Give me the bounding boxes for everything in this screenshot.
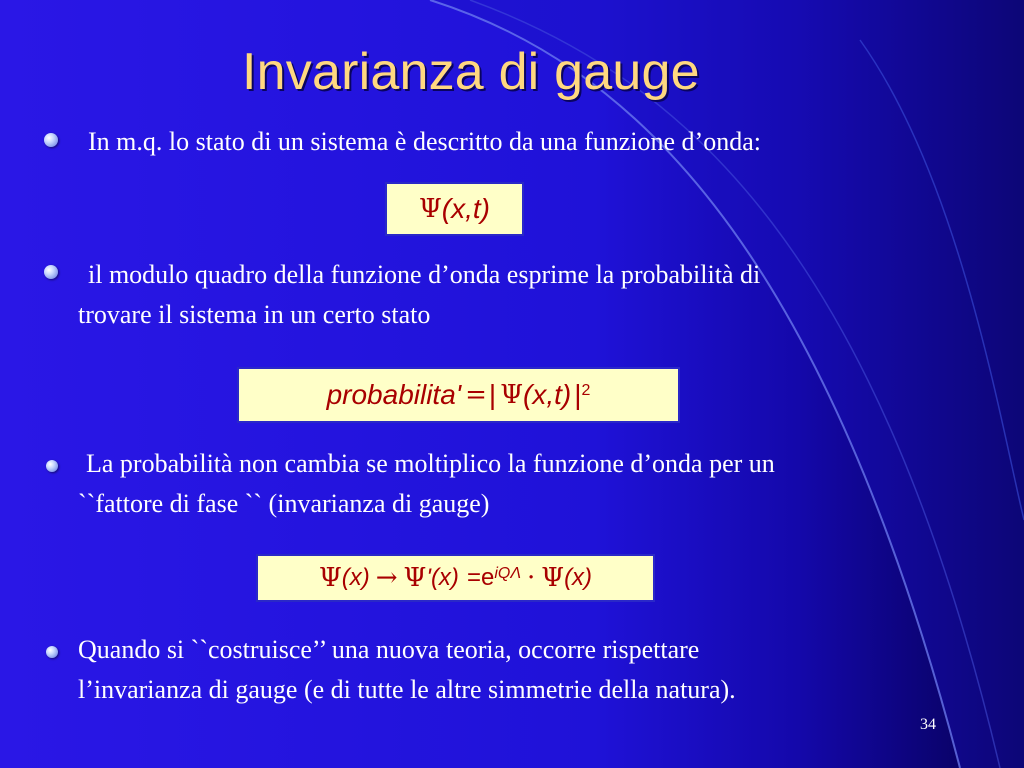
page-number: 34 [920,716,936,733]
bullet-icon [46,460,58,472]
bullet-4-line2: l’invarianza di gauge (e di tutte le altre simmetrie della natura). [78,675,736,704]
formula-gauge-transformation: Ψ (x) → Ψ '(x) =e $^{iQ\Lambda}$ · Ψ (x) [256,554,655,602]
bullet-2-line1: il modulo quadro della funzione d’onda esprime la probabilità di [88,260,761,289]
bullet-icon [46,646,58,658]
bullet-4-line1: Quando si ``costruisce’’ una nuova teoria, occorre rispettare [78,635,700,664]
formula-probability: probabilita' = | Ψ (x,t) | $^2$ [237,367,680,423]
formula-wavefunction: Ψ (x,t) [385,182,524,236]
bullet-2-line2: trovare il sistema in un certo stato [78,300,431,329]
bullet-3-line1: La probabilità non cambia se moltiplico la funzione d’onda per un [86,449,775,478]
slide-title: Invarianza di gauge [242,43,700,101]
bullet-3-line2: ``fattore di fase `` (invarianza di gauge) [78,489,490,518]
bullet-icon [44,133,58,147]
bullet-1-text: In m.q. lo stato di un sistema è descritto da una funzione d’onda: [88,127,761,156]
bullet-icon [44,265,58,279]
